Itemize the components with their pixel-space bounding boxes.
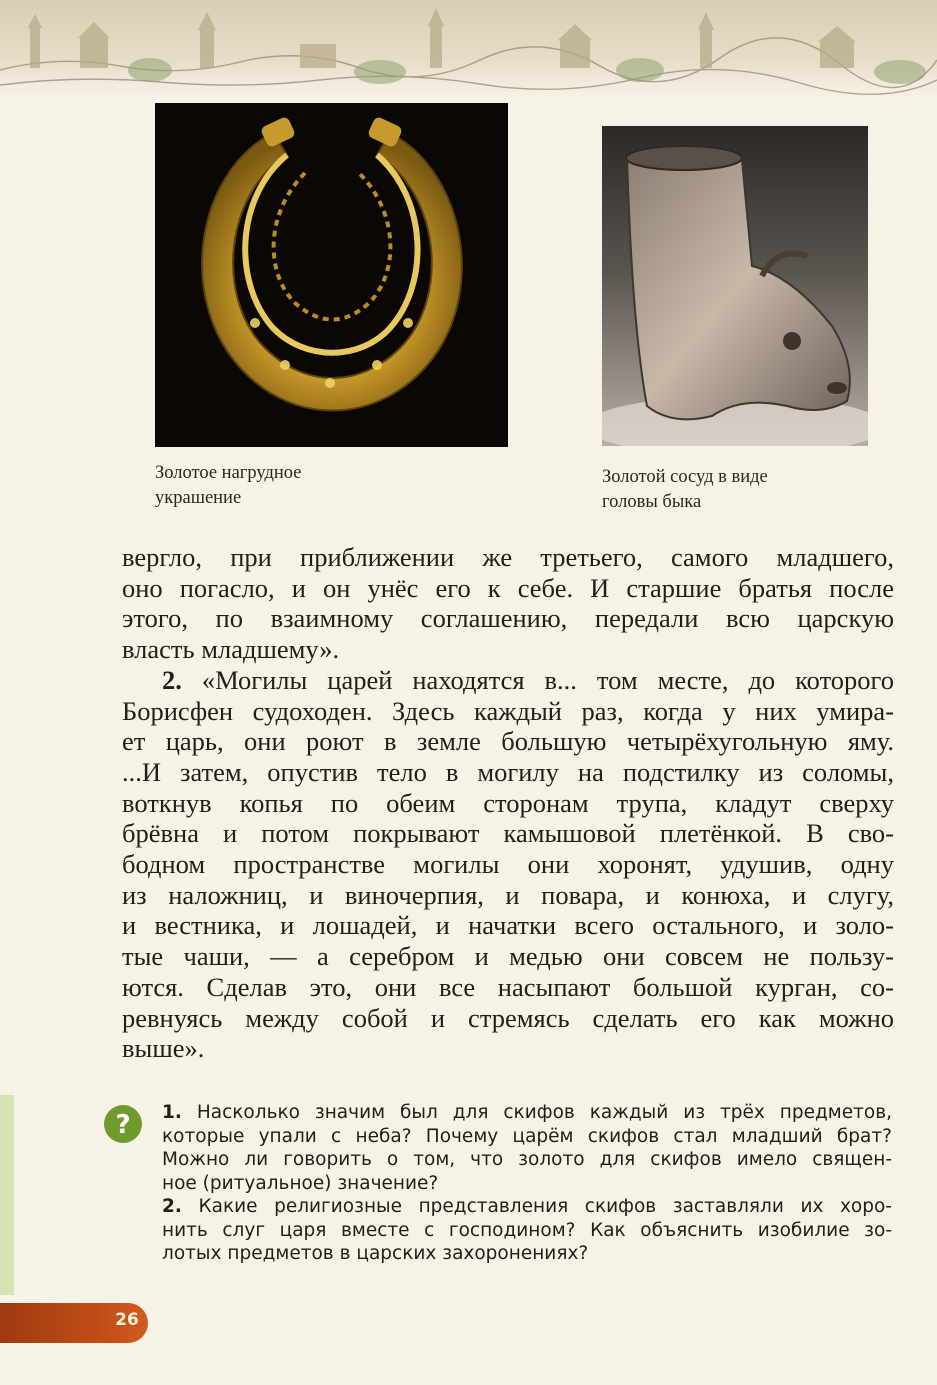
question-line [162,1101,892,1125]
question-mark-icon [103,1104,143,1144]
figure-caption-vessel [602,465,902,515]
text-line: выше». [122,1033,205,1064]
text-line: и вестника, и лошадей, и начатки всего остального, и золо- [122,910,894,941]
question-line: нить слуг царя вместе с господином? Как объяснить изобилие зо- [162,1219,892,1241]
item-number: 2. [162,664,182,695]
text-line: воткнув копья по обеим сторонам трупа, кладут сверху [122,787,894,818]
bull-head-vessel-photo [602,126,868,446]
text-line: ет царь, они роют в земле большую четырёхугольную яму. [122,726,894,757]
review-questions [162,1101,892,1266]
landscape-illustration [0,0,937,100]
text-line: власть младшему». [122,634,340,665]
figure-caption-pectoral [155,461,455,511]
text-line [122,665,894,696]
question-number: 2. [162,1196,182,1217]
svg-text:?: ? [115,1110,131,1140]
text-line: вергло, при приближении же третьего, самого младшего, [122,542,894,572]
text-span: Какие религиозные представления скифов заставляли их хоро- [198,1196,892,1217]
text-line: ...И затем, опустив тело в могилу на подстилку из соломы, [122,756,894,787]
text-line: из наложниц, и виночерпия, и повара, и конюха, и слугу, [122,879,894,910]
text-line: тые чаши, — а серебром и медью они совсем не пользу- [122,941,894,972]
text-span: «Могилы царей находятся в... том месте, до которого [201,664,895,695]
gold-pectoral-photo [155,103,508,447]
page-number: 26 [115,1310,139,1330]
question-number: 1. [162,1102,182,1123]
text-line: бодном пространстве могилы они хоронят, удушив, одну [122,849,894,880]
question-line: которые упали с неба? Почему царём скифов стал младший брат? [162,1125,892,1147]
text-line: этого, по взаимному соглашению, передали всю царскую [122,603,894,634]
text-line: оно погасло, и он унёс его к себе. И старшие братья после [122,572,894,603]
caption-line: Золотой сосуд в виде [602,467,768,487]
main-text [122,542,894,1064]
text-line: Борисфен судоходен. Здесь каждый раз, когда у них умира- [122,695,894,726]
question-line [162,1195,892,1219]
text-line: ются. Сделав это, они все насыпают большой курган, со- [122,971,894,1002]
caption-line: головы быка [602,492,702,512]
decorative-side-strip [0,1095,14,1295]
question-line: лотых предметов в царских захоронениях? [162,1243,589,1264]
decorative-header-banner [0,0,937,100]
text-span: Насколько значим был для скифов каждый из трёх предметов, [196,1102,892,1123]
text-line: ревнуясь между собой и стремясь сделать его как можно [122,1002,894,1033]
question-line: Можно ли говорить о том, что золото для скифов имело священ- [162,1149,892,1170]
text-line: брёвна и потом покрывают камышовой плетёнкой. В сво- [122,818,894,849]
caption-line: Золотое нагрудное [155,463,302,483]
question-line: ное (ритуальное) значение? [162,1172,439,1194]
caption-line: украшение [155,488,242,508]
